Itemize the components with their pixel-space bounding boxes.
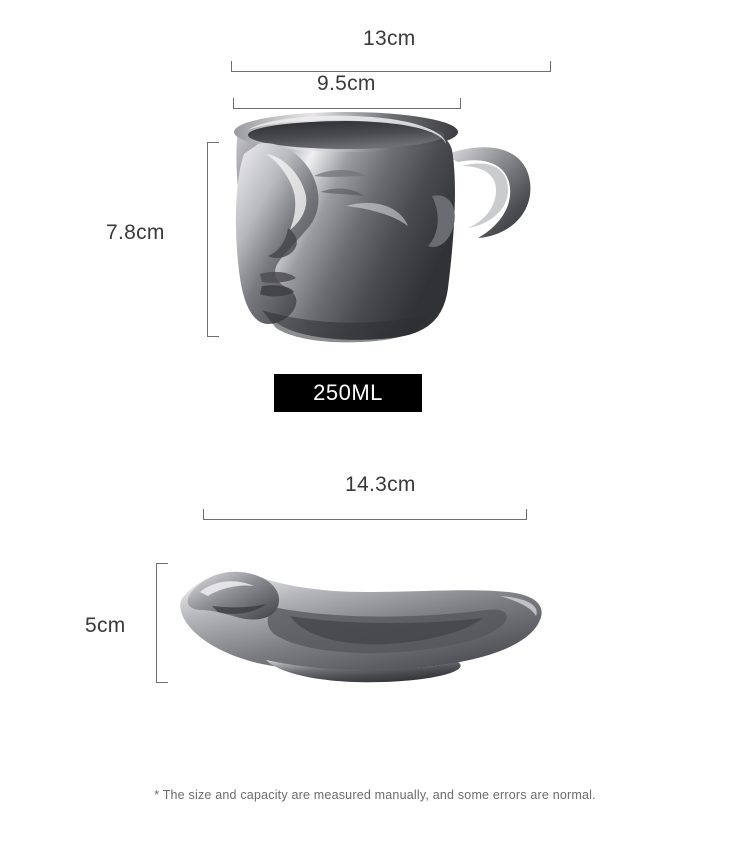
cup-outer-width-label: 13cm: [363, 27, 416, 50]
face-sculpture-mug-image: [196, 110, 566, 350]
cup-height-label: 7.8cm: [106, 221, 165, 244]
cup-outer-width-line: [231, 71, 551, 72]
capacity-badge: 250ML: [274, 374, 422, 412]
cup-inner-width-label: 9.5cm: [317, 72, 376, 95]
dish-height-label: 5cm: [85, 614, 126, 637]
dish-height-line: [156, 563, 157, 683]
cup-inner-width-line: [233, 108, 461, 109]
dish-width-label: 14.3cm: [345, 473, 416, 496]
dish-width-line: [203, 519, 527, 520]
face-sculpture-dish-image: [170, 548, 550, 693]
measurement-disclaimer: * The size and capacity are measured manually, and some errors are normal.: [154, 788, 596, 802]
